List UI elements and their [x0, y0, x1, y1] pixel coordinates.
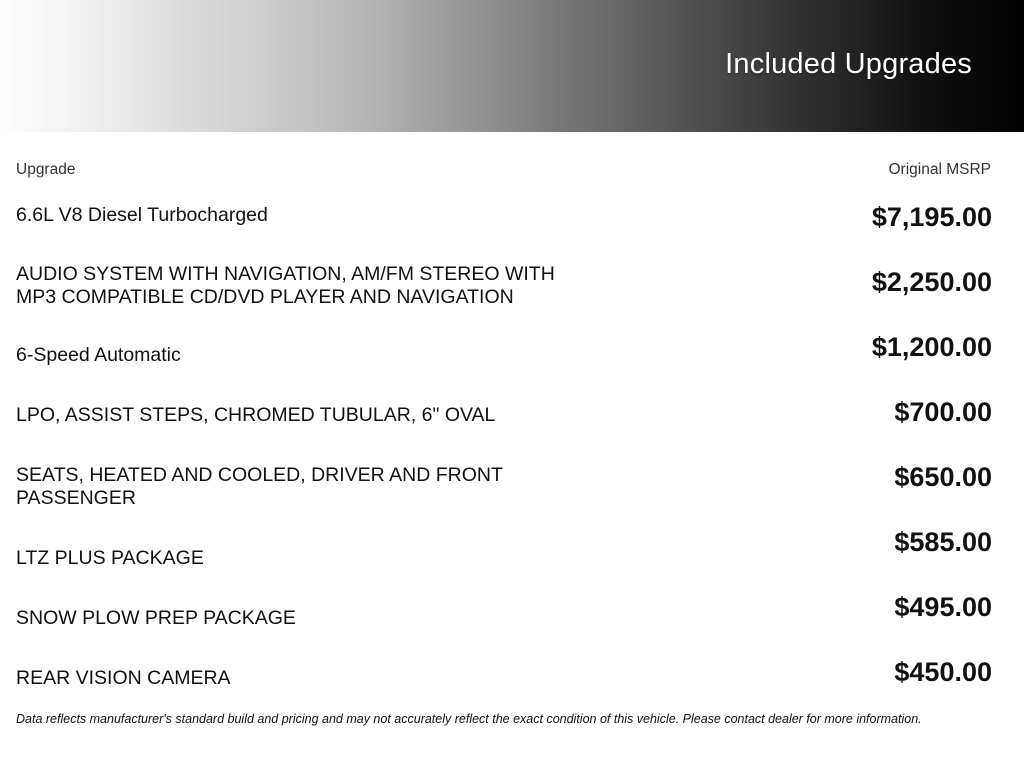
upgrade-row	[16, 523, 992, 588]
column-header-msrp: Original MSRP	[888, 161, 991, 178]
upgrade-row	[16, 653, 992, 718]
upgrade-price: $700.00	[894, 397, 992, 427]
upgrade-price: $2,250.00	[871, 267, 992, 297]
upgrade-name: SNOW PLOW PREP PACKAGE	[16, 607, 296, 629]
upgrade-price: $650.00	[894, 462, 992, 492]
column-headers	[16, 161, 991, 181]
header-banner	[0, 0, 1024, 132]
page-title: Included Upgrades	[725, 48, 972, 80]
upgrade-name: LTZ PLUS PACKAGE	[16, 547, 204, 569]
upgrade-row	[16, 198, 992, 263]
upgrades-list	[16, 198, 992, 718]
upgrade-price: $7,195.00	[871, 202, 992, 232]
upgrade-name: 6-Speed Automatic	[16, 344, 181, 366]
upgrade-row	[16, 393, 992, 458]
upgrade-row	[16, 263, 992, 328]
disclaimer-footnote: Data reflects manufacturer's standard build and pricing and may not accurately reflect the exact condition of this vehicle. Please contact dealer for more information.	[16, 712, 922, 726]
upgrade-name: REAR VISION CAMERA	[16, 667, 231, 689]
upgrade-price: $450.00	[894, 657, 992, 687]
upgrade-row	[16, 328, 992, 393]
upgrade-price: $1,200.00	[871, 332, 992, 362]
upgrade-row	[16, 588, 992, 653]
upgrade-price: $495.00	[894, 592, 992, 622]
column-header-upgrade: Upgrade	[16, 161, 76, 178]
upgrade-row	[16, 458, 992, 523]
upgrade-name: 6.6L V8 Diesel Turbocharged	[16, 204, 268, 226]
upgrade-name: AUDIO SYSTEM WITH NAVIGATION, AM/FM STEREO WITH MP3 COMPATIBLE CD/DVD PLAYER AND NAVIGATION	[16, 263, 555, 308]
upgrade-price: $585.00	[894, 527, 992, 557]
upgrade-name: LPO, ASSIST STEPS, CHROMED TUBULAR, 6" OVAL	[16, 404, 496, 426]
upgrade-name: SEATS, HEATED AND COOLED, DRIVER AND FRONT PASSENGER	[16, 464, 503, 509]
